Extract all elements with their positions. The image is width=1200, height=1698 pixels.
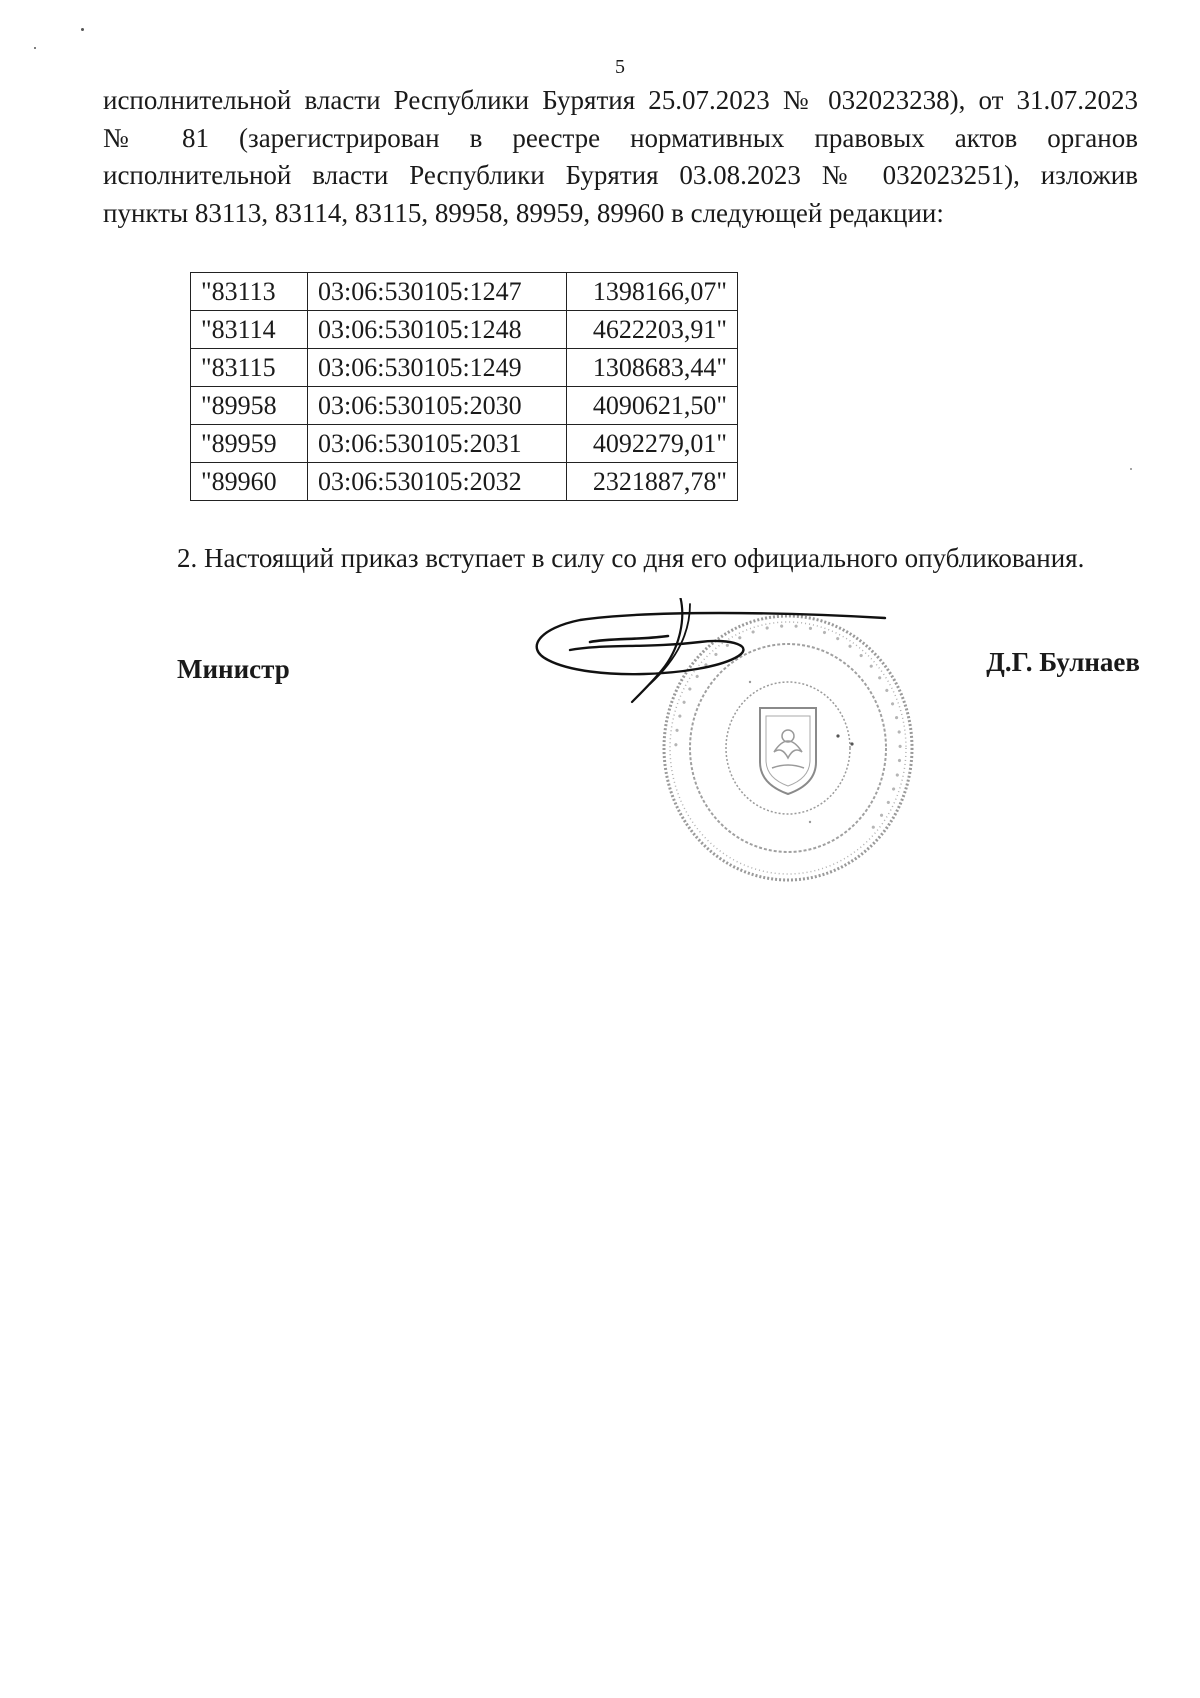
item-number-cell: "83113 [191,273,308,311]
item-number-cell: "89960 [191,463,308,501]
table-row [191,387,738,425]
table-row [191,463,738,501]
signatory-position: Министр [177,654,290,684]
amendment-paragraph [103,82,1138,232]
cadastral-number-cell: 03:06:530105:2032 [308,463,567,501]
item-number-cell: "83115 [191,349,308,387]
paragraph-line: пункты 83113, 83114, 83115, 89958, 89959, 89960 в следующей редакции: [103,197,944,228]
clause-2-text: 2. Настоящий приказ вступает в силу со дня его официального опубликования. [177,543,1085,573]
paragraph-line: № 81 (зарегистрирован в реестре нормативных правовых актов органов [103,122,1138,153]
table-row [191,273,738,311]
cadastral-number-cell: 03:06:530105:1247 [308,273,567,311]
scan-speck [81,28,84,31]
value-cell: 4622203,91" [567,311,738,349]
cadastral-number-cell: 03:06:530105:2031 [308,425,567,463]
paragraph-line: исполнительной власти Республики Бурятия 03.08.2023 № 032023251), изложив [103,160,1138,190]
table-row [191,349,738,387]
signatory-name: Д.Г. Булнаев [986,647,1140,677]
cadastral-number-cell: 03:06:530105:2030 [308,387,567,425]
value-cell: 2321887,78" [567,463,738,501]
items-table [190,272,738,501]
cadastral-number-cell: 03:06:530105:1248 [308,311,567,349]
handwritten-signature-icon [530,598,890,718]
table-row [191,425,738,463]
scan-speck [1130,468,1132,470]
svg-text:• • • • • • • • • • • • • • •: • • • • • • • • • • • • • • • • • • • • • • • • • • • • • • • • [669,619,907,835]
item-number-cell: "83114 [191,311,308,349]
value-cell: 1308683,44" [567,349,738,387]
value-cell: 4090621,50" [567,387,738,425]
page-number: 5 [615,56,625,78]
table-row [191,311,738,349]
value-cell: 1398166,07" [567,273,738,311]
paragraph-line: исполнительной власти Республики Бурятия 25.07.2023 № 032023238), от 31.07.2023 [103,85,1138,115]
cadastral-number-cell: 03:06:530105:1249 [308,349,567,387]
value-cell: 4092279,01" [567,425,738,463]
scan-speck [34,47,36,49]
item-number-cell: "89958 [191,387,308,425]
item-number-cell: "89959 [191,425,308,463]
